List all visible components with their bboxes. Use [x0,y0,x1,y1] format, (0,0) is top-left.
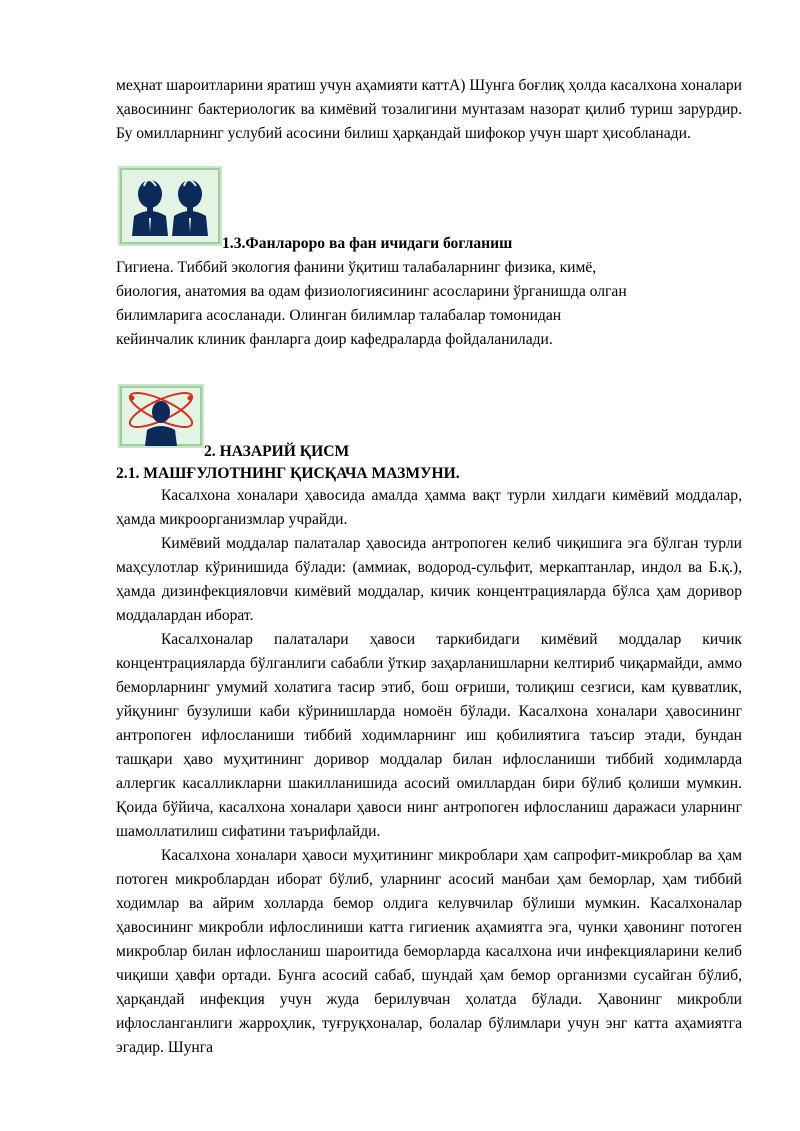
body-paragraph: Кимёвий моддалар палаталар ҳавосида антропоген келиб чиқишига эга бўлган турли маҳсулотлар кўринишида бўлади: (аммиак, водород-сульфит, меркаптанлар, индол ва Б.қ.), ҳамда дизинфекцияловчи кимёвий моддалар, кичик концентрацияларда бўлса ҳам доривор моддалардан иборат. [116,535,742,624]
atom-head-icon [118,384,204,448]
section-1-3-line: Гигиена. Тиббий экология фанини ўқитиш талабаларнинг физика, кимё, [116,259,597,276]
intro-section [116,74,742,146]
intro-paragraph: меҳнат шароитларини яратиш учун аҳамияти каттА) Шунга боғлиқ ҳолда касалхона хоналари ҳавосининг бактериологик ва кимёвий тозалигини мунтазам назорат қилиб туриш зарурдир. Бу омилларнинг услубий асосини билиш ҳарқандай шифокор учун шарт ҳисобланади. [116,77,742,142]
section-2-heading: 2. НАЗАРИЙ ҚИСМ [204,443,350,460]
section-1-3-line: билимларига асосланади. Олинган билимлар талабалар томонидан [116,307,562,324]
section-1-3-line: биология, анатомия ва одам физиологиясининг асосларини ўрганишда олган [116,283,627,300]
body-paragraph: Касалхона хоналари ҳавосида амалда ҳамма вақт турли хилдаги кимёвий моддалар, ҳамда микроорганизмлар учрайди. [116,487,742,528]
two-heads-icon [118,166,222,246]
section-2-body [116,484,742,1060]
section-2-1-subheading: 2.1. МАШҒУЛОТНИНГ ҚИСҚАЧА МАЗМУНИ. [116,465,460,482]
body-paragraph: Касалхоналар палаталари ҳавоси таркибидаги кимёвий моддалар кичик концентрацияларда бўлганлиги сабабли ўткир заҳарланишларни келтириб чиқармайди, аммо беморларнинг умумий холатига тасир этиб, бош оғриши, толиқиш сезгиси, кам қувватлик, уйқунинг бузулиши каби кўринишларда номоён бўлади. Касалхона хоналари ҳавосининг антропоген ифлосланиши тиббий ходимларнинг иш қобилиятига таъсир этади, бундан ташқари ҳаво муҳитининг доривор моддалар билан ифлосланиши тиббий ходимларда аллергик касалликларни шакилланишида асосий омиллардан бири бўлиб қолиши мумкин. Қоида бўйича, касалхона хоналари ҳавоси нинг антропоген ифлосланиш даражаси уларнинг шамоллатилиш сифатини таърифлайди. [116,631,742,840]
section-1-3-body [116,256,742,352]
body-paragraph: Касалхона хоналари ҳавоси муҳитининг микроблари ҳам сапрофит-микроблар ва ҳам потоген микроблардан иборат бўлиб, уларнинг асосий манбаи ҳам беморлар, ҳам тиббий ходимлар ва айрим холларда бемор олдига келувчилар бўлиши мумкин. Касалхоналар ҳавосининг микробли ифлослиниши катта гигиеник аҳамиятга эга, чунки ҳавонинг потоген микроблар билан ифлосланиш шароитида беморларда касалхона ичи инфекцияларини келиб чиқиши ҳавфи ортади. Бунга асосий сабаб, шундай ҳам бемор организми сусайган бўлиб, ҳарқандай инфекция учун жуда берилувчан ҳолатда бўлади. Ҳавонинг микробли ифлосланганлиги жарроҳлик, туғруқхоналар, болалар бўлимлари учун энг катта аҳамиятга эгадир. Шунга [116,847,742,1056]
section-1-3-line: кейинчалик клиник фанларга доир кафедраларда фойдаланилади. [116,331,553,348]
section-1-3-heading: 1.3.Фанлароро ва фан ичидаги богланиш [222,235,513,252]
